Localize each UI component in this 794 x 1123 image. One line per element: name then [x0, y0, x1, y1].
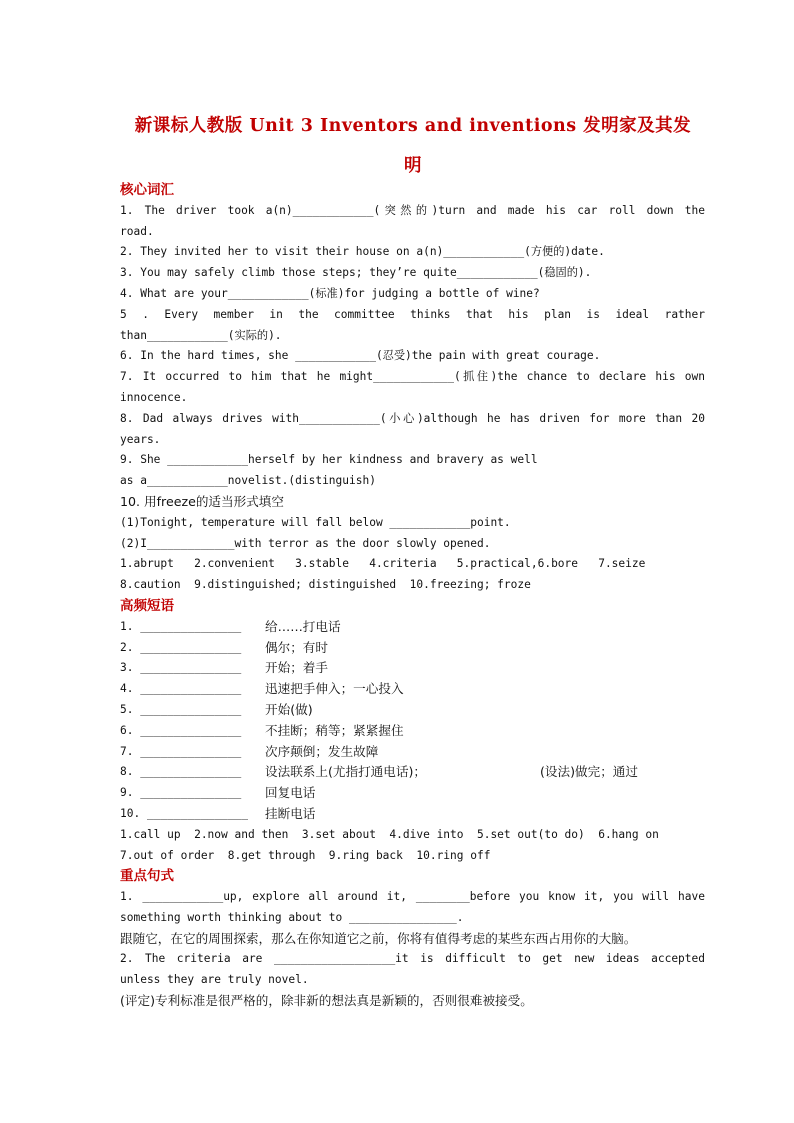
exercise-line: 2. They invited her to visit their house on a(n)____________(方便的)date. — [120, 245, 605, 259]
exercise-line: 10. 用freeze的适当形式填空 — [120, 493, 284, 509]
sentence-line: unless they are truly novel. — [120, 973, 309, 987]
exercise-line: innocence. — [120, 390, 188, 404]
exercise-line: 3. You may safely climb those steps; they’re quite____________(稳固的). — [120, 266, 592, 280]
phrase-meaning: 开始(做) — [265, 701, 313, 717]
section-heading-phrases: 高频短语 — [120, 597, 174, 614]
answer-line: 1.call up 2.now and then 3.set about 4.dive into 5.set out(to do) 6.hang on — [120, 827, 659, 841]
phrase-blank: 5. _______________ — [120, 702, 242, 716]
phrase-row — [120, 617, 705, 638]
phrase-meaning: 给……打电话 — [265, 618, 341, 634]
document-title — [118, 106, 708, 186]
phrase-meaning: 开始；着手 — [265, 660, 328, 676]
exercise-line: 5 . Every member in the committee thinks that his plan is ideal rather — [120, 307, 705, 321]
phrase-blank: 8. _______________ — [120, 765, 242, 779]
sentence-exercises — [120, 887, 705, 1012]
phrase-blank: 1. _______________ — [120, 619, 242, 633]
phrase-row — [120, 638, 705, 659]
exercise-line: road. — [120, 224, 154, 238]
exercise-line: (1)Tonight, temperature will fall below ____________point. — [120, 515, 511, 529]
section-heading-sentences: 重点句式 — [120, 868, 174, 885]
sentence-line: 2. The criteria are __________________it is difficult to get new ideas accepted — [120, 952, 705, 966]
answer-line: 7.out of order 8.get through 9.ring back 10.ring off — [120, 848, 491, 862]
phrase-meaning-extra: (设法)做完；通过 — [540, 764, 638, 780]
exercise-line: 1. The driver took a(n)____________(突然的)turn and made his car roll down the — [120, 203, 705, 217]
phrase-meaning: 不挂断；稍等；紧紧握住 — [265, 722, 404, 738]
phrase-meaning: 挂断电话 — [265, 805, 316, 821]
phrase-row — [120, 658, 705, 679]
phrase-meaning: 偶尔；有时 — [265, 639, 328, 655]
phrase-blank: 6. _______________ — [120, 723, 242, 737]
exercise-line: 4. What are your____________(标准)for judging a bottle of wine? — [120, 286, 540, 300]
phrase-row — [120, 679, 705, 700]
exercise-line: 7. It occurred to him that he might____________(抓住)the chance to declare his own — [120, 370, 705, 384]
document-body — [120, 180, 705, 1012]
phrase-row — [120, 783, 705, 804]
phrase-exercises — [120, 617, 705, 825]
exercise-line: 8. Dad always drives with____________(小心)although he has driven for more than 20 — [120, 411, 705, 425]
section-heading-vocabulary: 核心词汇 — [120, 182, 174, 198]
phrase-meaning: 回复电话 — [265, 785, 316, 801]
phrase-blank: 2. _______________ — [120, 640, 242, 654]
sentence-line: something worth thinking about to ________________. — [120, 910, 464, 924]
phrase-answers — [120, 825, 705, 867]
phrase-blank: 9. _______________ — [120, 786, 242, 800]
exercise-line: 6. In the hard times, she ____________(忍受)the pain with great courage. — [120, 349, 601, 363]
phrase-row — [120, 700, 705, 721]
sentence-line: (评定)专利标准是很严格的，除非新的想法真是新颖的，否则很难被接受。 — [120, 993, 533, 1009]
exercise-line: than____________(实际的). — [120, 328, 282, 342]
exercise-line: 1.abrupt 2.convenient 3.stable 4.criteria 5.practical,6.bore 7.seize — [120, 557, 646, 571]
phrase-row — [120, 762, 705, 783]
exercise-line: as a____________novelist.(distinguish) — [120, 474, 376, 488]
sentence-line: 跟随它，在它的周围探索，那么在你知道它之前，你将有值得考虑的某些东西占用你的大脑。 — [120, 930, 637, 946]
title-line-1: 新课标人教版 Unit 3 Inventors and inventions 发明家及其发 — [134, 116, 692, 136]
title-line-2: 明 — [404, 156, 422, 176]
exercise-line: years. — [120, 432, 161, 446]
exercise-line: 9. She ____________herself by her kindness and bravery as well — [120, 453, 538, 467]
phrase-meaning: 设法联系上(尤指打通电话)； — [265, 764, 426, 780]
phrase-row — [120, 804, 705, 825]
exercise-line: 8.caution 9.distinguished; distinguished 10.freezing; froze — [120, 578, 531, 592]
phrase-blank: 3. _______________ — [120, 661, 242, 675]
vocabulary-exercises — [120, 201, 705, 596]
exercise-line: (2)I_____________with terror as the door slowly opened. — [120, 536, 491, 550]
phrase-meaning: 迅速把手伸入；一心投入 — [265, 681, 404, 697]
phrase-row — [120, 742, 705, 763]
phrase-blank: 4. _______________ — [120, 682, 242, 696]
phrase-row — [120, 721, 705, 742]
sentence-line: 1. ____________up, explore all around it, ________before you know it, you will have — [120, 890, 705, 904]
phrase-blank: 7. _______________ — [120, 744, 242, 758]
phrase-blank: 10. _______________ — [120, 806, 248, 820]
phrase-meaning: 次序颠倒；发生故障 — [265, 743, 379, 759]
